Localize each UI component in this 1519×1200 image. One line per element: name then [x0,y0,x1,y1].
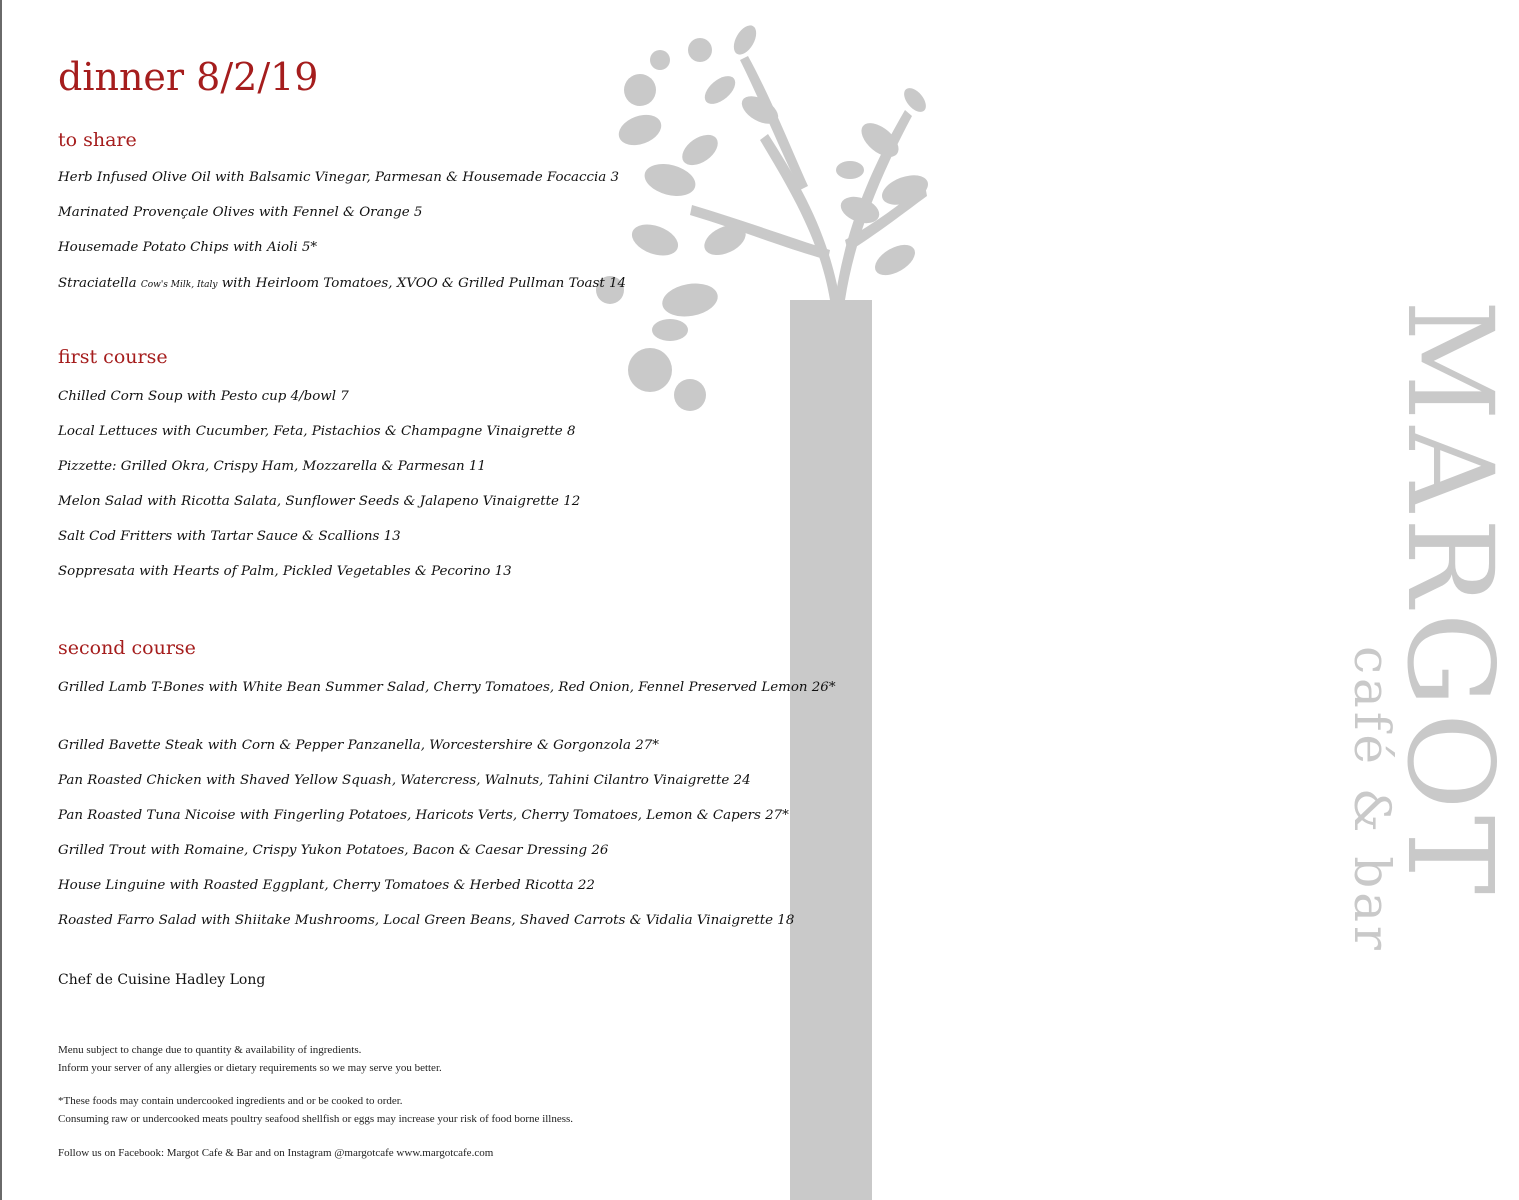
raw-food-warning: Consuming raw or undercooked meats poultry seafood shellfish or eggs may increase your risk of food borne illness. [58,1113,574,1125]
menu-item: Grilled Lamb T-Bones with White Bean Summer Salad, Cherry Tomatoes, Red Onion, Fennel Preserved Lemon 26* [58,680,836,695]
menu-item-name: Straciatella [58,276,141,291]
allergy-notice: Inform your server of any allergies or dietary requirements so we may serve you better. [58,1062,442,1074]
section-heading-second-course: second course [58,637,196,659]
menu-item: Herb Infused Olive Oil with Balsamic Vinegar, Parmesan & Housemade Focaccia 3 [58,170,620,185]
section-heading-to-share: to share [58,129,137,151]
menu-item: Melon Salad with Ricotta Salata, Sunflower Seeds & Jalapeno Vinaigrette 12 [58,494,581,509]
brand-watermark-text: MARGOT [1381,299,1519,901]
menu-item: Chilled Corn Soup with Pesto cup 4/bowl 7 [58,389,349,404]
menu-item: Marinated Provençale Olives with Fennel & Orange 5 [58,205,423,220]
menu-item: Housemade Potato Chips with Aioli 5* [58,240,318,255]
change-notice: Menu subject to change due to quantity & availability of ingredients. [58,1044,362,1056]
menu-item-description: with Heirloom Tomatoes, XVOO & Grilled Pullman Toast 14 [217,276,627,291]
section-heading-first-course: first course [58,346,168,368]
menu-item: Local Lettuces with Cucumber, Feta, Pistachios & Champagne Vinaigrette 8 [58,424,576,439]
undercooked-notice: *These foods may contain undercooked ingredients and or be cooked to order. [58,1095,403,1107]
menu-item: Pizzette: Grilled Okra, Crispy Ham, Mozzarella & Parmesan 11 [58,459,486,474]
menu-item-origin-note: Cow's Milk, Italy [140,280,218,290]
menu-title: dinner 8/2/19 [58,55,319,99]
menu-item: House Linguine with Roasted Eggplant, Cherry Tomatoes & Herbed Ricotta 22 [58,878,595,893]
menu-item: Salt Cod Fritters with Tartar Sauce & Scallions 13 [58,529,401,544]
menu-item: Soppresata with Hearts of Palm, Pickled Vegetables & Pecorino 13 [58,564,512,579]
social-links: Follow us on Facebook: Margot Cafe & Bar and on Instagram @margotcafe www.margotcafe.com [58,1147,494,1159]
menu-item: Roasted Farro Salad with Shiitake Mushrooms, Local Green Beans, Shaved Carrots & Vidalia Vinaigrette 18 [58,913,795,928]
menu-item: Pan Roasted Chicken with Shaved Yellow Squash, Watercress, Walnuts, Tahini Cilantro Vinaigrette 24 [58,773,751,788]
brand-watermark-subtext: café & bar [1343,646,1401,954]
menu-item: Grilled Trout with Romaine, Crispy Yukon Potatoes, Bacon & Caesar Dressing 26 [58,843,609,858]
chef-credit: Chef de Cuisine Hadley Long [58,972,266,988]
menu-item: Pan Roasted Tuna Nicoise with Fingerling Potatoes, Haricots Verts, Cherry Tomatoes, Lemon & Capers 27* [58,808,789,823]
menu-item [58,273,918,296]
menu-item: Grilled Bavette Steak with Corn & Pepper Panzanella, Worcestershire & Gorgonzola 27* [58,738,659,753]
